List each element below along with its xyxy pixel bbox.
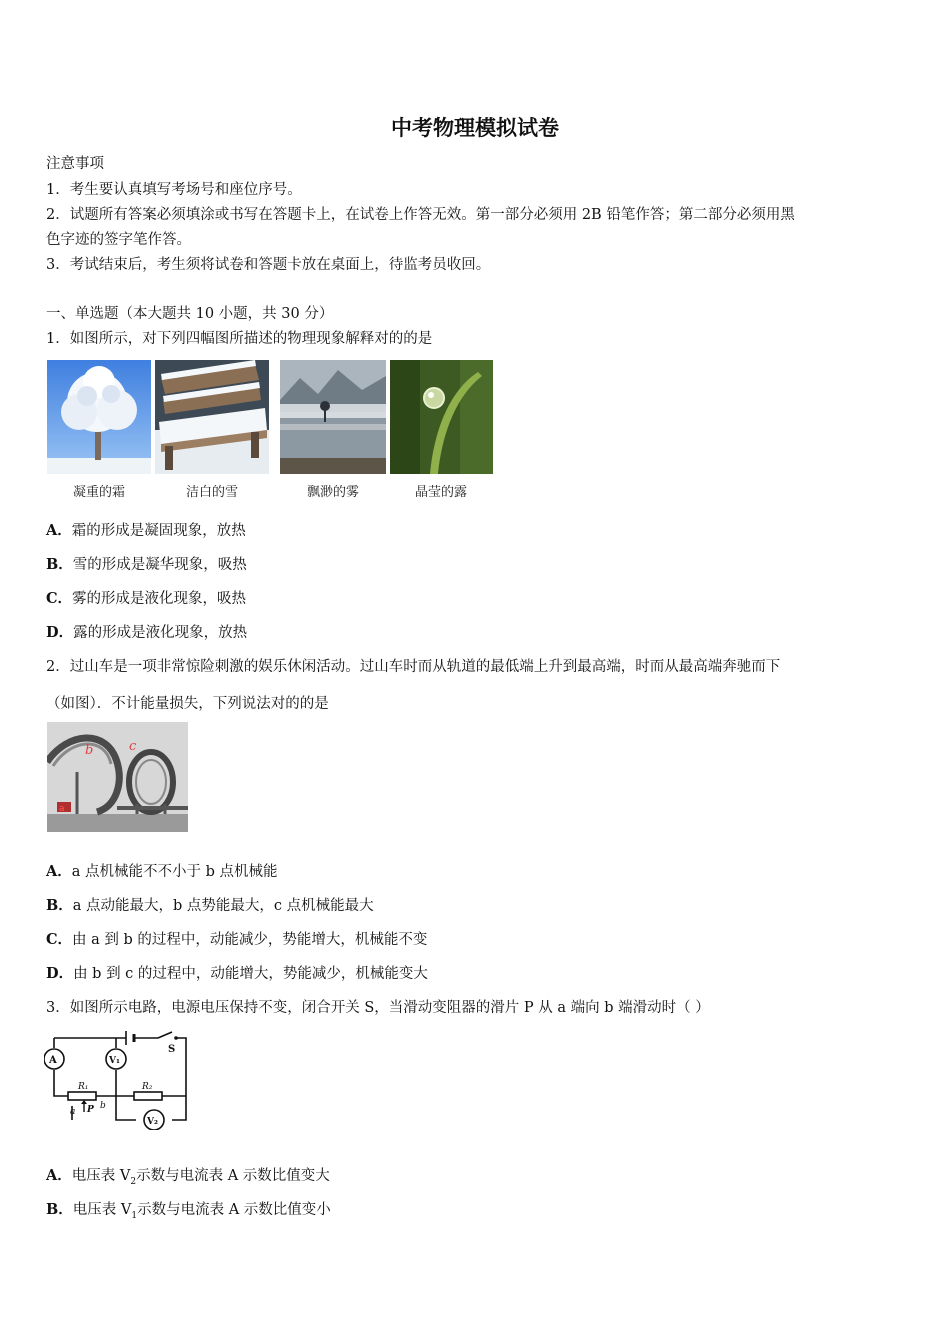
- q1-option-c[interactable]: C．雾的形成是液化现象，吸热: [46, 590, 247, 607]
- q1-caption-snow: 洁白的雪: [185, 485, 238, 500]
- ammeter-label: A: [49, 1055, 57, 1066]
- q1-option-d[interactable]: D．露的形成是液化现象，放热: [46, 624, 248, 641]
- snow-bench-image: [155, 360, 269, 474]
- q2-stem-line2: （如图）．不计能量损失，下列说法对的的是: [46, 696, 329, 712]
- notice-heading: 注意事项: [46, 156, 104, 172]
- notice-item-2: 2．试题所有答案必须填涂或书写在答题卡上，在试卷上作答无效。第一部分必须用 2B 铅笔作答；第二部分必须用黑: [46, 207, 795, 223]
- q2-option-c[interactable]: C．由 a 到 b 的过程中，动能减少，势能增大，机械能不变: [46, 931, 428, 948]
- point-a-label: a: [59, 804, 65, 814]
- voltmeter-v1-label: V₁: [109, 1056, 120, 1066]
- q2-option-d[interactable]: D．由 b 到 c 的过程中，动能增大，势能减少，机械能变大: [46, 965, 428, 982]
- point-c-label: c: [129, 739, 137, 754]
- circuit-diagram: [44, 1028, 190, 1130]
- roller-coaster-image: [47, 722, 188, 832]
- fog-lake-image: [280, 360, 386, 474]
- voltmeter-v2-label: V₂: [147, 1117, 158, 1127]
- terminal-b-label: b: [100, 1101, 106, 1111]
- notice-item-1: 1．考生要认真填写考场号和座位序号。: [46, 182, 302, 198]
- r2-label: R₂: [142, 1082, 153, 1092]
- q2-stem-line1: 2．过山车是一项非常惊险刺激的娱乐休闲活动。过山车时而从轨道的最低端上升到最高端，时而从最高端奔驰而下: [46, 659, 781, 675]
- switch-label: S: [168, 1044, 176, 1055]
- q3-option-a[interactable]: A．电压表 $V_2$示数与电流表 A 示数比值变大: [46, 1167, 330, 1187]
- notice-item-2-cont: 色字迹的签字笔作答。: [46, 232, 191, 248]
- q1-stem: 1．如图所示，对下列四幅图所描述的物理现象解释对的的是: [46, 331, 433, 347]
- dew-drop-image: [390, 360, 493, 474]
- q1-option-b[interactable]: B．雪的形成是凝华现象，吸热: [46, 556, 247, 573]
- terminal-a-label: a: [70, 1107, 76, 1117]
- q1-caption-dew: 晶莹的露: [414, 485, 467, 500]
- slider-p-label: P: [87, 1105, 94, 1115]
- page-title: 中考物理模拟试卷: [391, 116, 559, 140]
- q3-option-b[interactable]: B．电压表 $V_1$示数与电流表 A 示数比值变小: [46, 1201, 331, 1221]
- q1-caption-frost: 凝重的霜: [72, 485, 125, 500]
- section-heading: 一、单选题（本大题共 10 小题，共 30 分）: [46, 306, 334, 322]
- r1-label: R₁: [78, 1082, 89, 1092]
- q1-option-a[interactable]: A．霜的形成是凝固现象，放热: [46, 522, 246, 539]
- frost-tree-image: [47, 360, 151, 474]
- q2-option-a[interactable]: A．a 点机械能不不小于 b 点机械能: [46, 863, 278, 880]
- q2-option-b[interactable]: B．a 点动能最大，b 点势能最大，c 点机械能最大: [46, 897, 374, 914]
- point-b-label: b: [85, 743, 94, 758]
- notice-item-3: 3．考试结束后，考生须将试卷和答题卡放在桌面上，待监考员收回。: [46, 257, 491, 273]
- q3-stem: 3．如图所示电路，电源电压保持不变，闭合开关 S，当滑动变阻器的滑片 P 从 a 端向 b 端滑动时（ ）: [46, 1000, 710, 1016]
- q1-caption-fog: 飘渺的雾: [306, 485, 359, 500]
